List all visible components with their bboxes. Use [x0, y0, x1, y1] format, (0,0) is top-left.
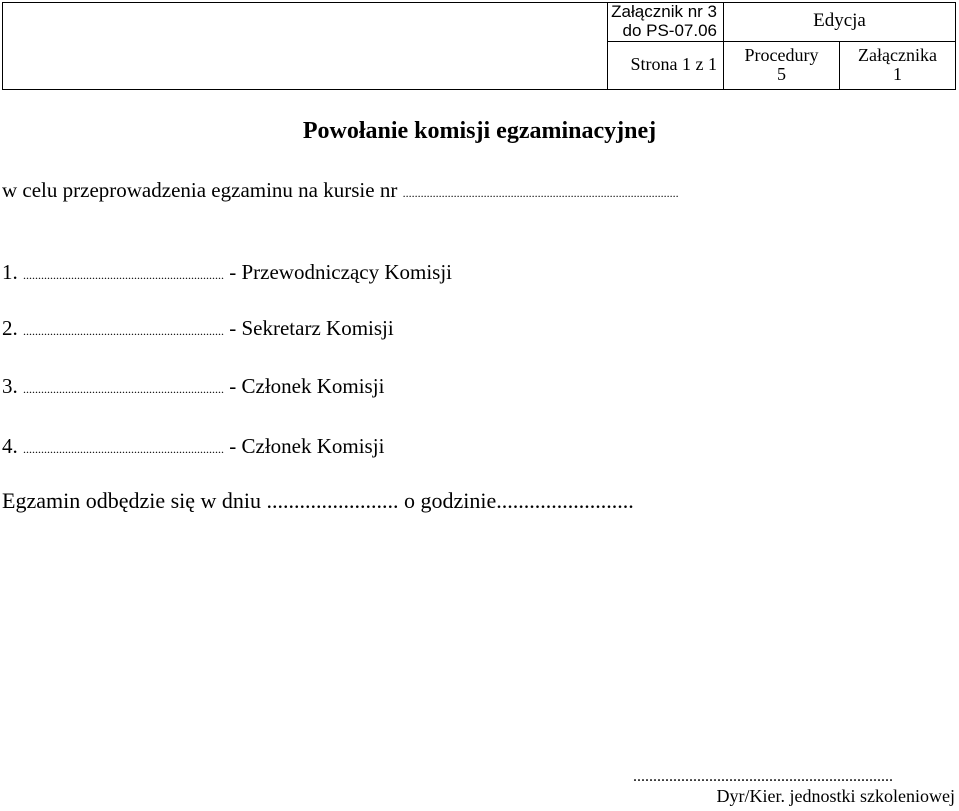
member-4-name-blank: ................................................................... — [23, 442, 224, 456]
signature-label: Dyr/Kier. jednostki szkoleniowej — [716, 786, 955, 807]
member-2-number: 2. — [2, 316, 18, 340]
member-4-number: 4. — [2, 434, 18, 458]
header-annex-label: Załącznika — [858, 44, 937, 65]
member-4-role: - Członek Komisji — [224, 434, 385, 458]
member-3-role: - Członek Komisji — [224, 374, 385, 398]
subtitle-text: w celu przeprowadzenia egzaminu na kursie nr — [2, 178, 403, 202]
member-2-name-blank: ................................................................... — [23, 324, 224, 338]
committee-member-1 — [2, 260, 452, 285]
header-annex-ref: Załącznik nr 3 do PS-07.06 — [608, 3, 724, 42]
member-3-name-blank: ................................................................... — [23, 382, 224, 396]
header-procedure-cell — [724, 41, 840, 89]
member-1-number: 1. — [2, 260, 18, 284]
document-subtitle — [2, 178, 679, 203]
header-procedure-label: Procedury — [744, 44, 819, 65]
member-2-role: - Sekretarz Komisji — [224, 316, 394, 340]
header-annex-num: 1 — [893, 64, 902, 85]
committee-member-3 — [2, 374, 384, 399]
header-annex-cell — [840, 41, 956, 89]
member-3-number: 3. — [2, 374, 18, 398]
signature-line: ................................................................. — [633, 768, 893, 785]
committee-member-4 — [2, 434, 384, 459]
header-edition: Edycja — [724, 3, 956, 42]
header-procedure-num: 5 — [777, 64, 786, 85]
member-1-name-blank: ................................................................... — [23, 268, 224, 282]
header-blank-cell — [3, 3, 608, 90]
document-header-table — [2, 2, 956, 90]
committee-member-2 — [2, 316, 394, 341]
signature-block — [633, 768, 955, 807]
header-page-number: Strona 1 z 1 — [608, 41, 724, 89]
document-title: Powołanie komisji egzaminacyjnej — [302, 118, 657, 144]
member-1-role: - Przewodniczący Komisji — [224, 260, 453, 284]
course-number-blank: ............................................................................................ — [402, 186, 679, 200]
exam-date-line: Egzamin odbędzie się w dniu ........................ o godzinie......................... — [2, 488, 634, 513]
